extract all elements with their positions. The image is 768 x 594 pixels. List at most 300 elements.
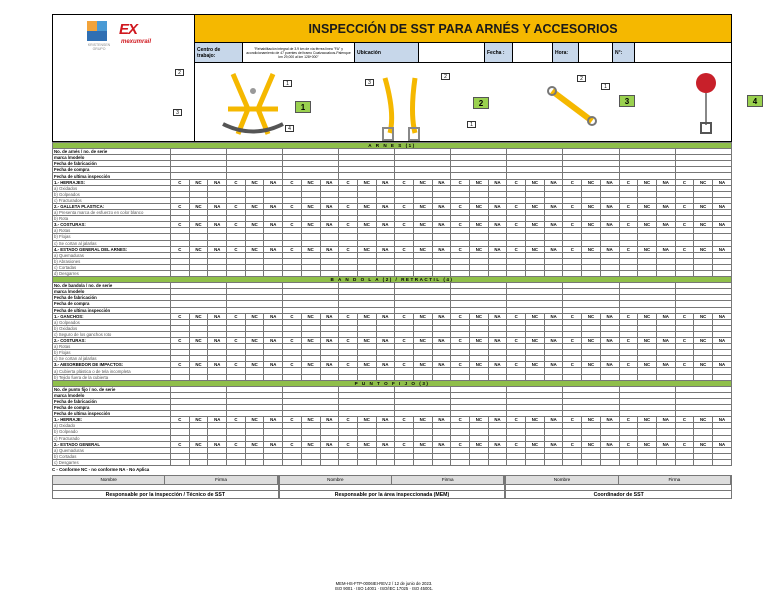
column-head: C [395,338,414,344]
check-item: b) Tejido fuera de la cubierta [53,374,171,380]
company-logo [87,21,107,41]
signature-role: Coordinador de SST [506,490,731,498]
check-item: d) Desgarres [53,270,171,276]
column-head: NC [526,441,545,447]
fecha-label: Fecha : [485,43,513,62]
column-head: NC [638,203,657,209]
column-head: NA [712,246,731,252]
check-cell[interactable] [507,459,526,465]
column-head: NC [245,313,264,319]
column-head: C [227,313,246,319]
column-head: NA [712,338,731,344]
check-item: b) Cortadas [53,453,171,459]
column-head: C [675,222,694,228]
column-head: C [227,362,246,368]
mexumrail-logo: EX [119,21,138,38]
column-head: NC [582,417,601,423]
check-item: b) Flojas [53,350,171,356]
column-head: NA [432,203,451,209]
column-head: NC [357,246,376,252]
column-head: NC [526,179,545,185]
column-head: NC [526,222,545,228]
column-head: NA [712,362,731,368]
column-head: C [171,441,190,447]
check-cell[interactable] [638,459,657,465]
column-head: NA [208,417,227,423]
column-head: NA [208,222,227,228]
check-cell[interactable] [357,459,376,465]
callout-tag: 4 [285,125,294,132]
column-head: NC [526,246,545,252]
column-head: NC [357,313,376,319]
column-head: C [339,246,358,252]
info-label: No. de arnés / no. de serie [53,149,171,155]
check-cell[interactable] [563,459,582,465]
column-head: NA [712,222,731,228]
column-head: C [563,441,582,447]
centro-label: Centro de trabajo: [195,43,243,62]
check-item: a) Rotas [53,228,171,234]
column-head: NC [638,246,657,252]
check-cell[interactable] [451,459,470,465]
column-head: C [283,362,302,368]
column-head: NA [712,179,731,185]
check-cell[interactable] [694,459,713,465]
column-head: NA [488,246,507,252]
column-head: NC [357,179,376,185]
meta-row [195,43,731,63]
check-cell[interactable] [189,459,208,465]
info-label: marca /modelo [53,289,171,295]
info-label: Fecha de ultima inspección [53,173,171,179]
group-title: 4.- ESTADO GENERAL DEL ARNES: [53,246,171,252]
group-title: 1.- HERRAJES: [53,179,171,185]
column-head: C [339,338,358,344]
no-field[interactable] [635,43,731,62]
column-head: C [171,179,190,185]
column-head: C [507,362,526,368]
column-head: NC [189,362,208,368]
column-head: NC [638,222,657,228]
equipment-number-4: 4 [747,95,763,107]
column-head: C [339,222,358,228]
column-head: NA [488,362,507,368]
column-head: C [339,313,358,319]
hora-label: Hora: [553,43,579,62]
column-head: NC [301,179,320,185]
check-cell[interactable] [600,459,619,465]
info-label: Fecha de compra [53,167,171,173]
column-head: C [619,417,638,423]
column-head: NA [320,313,339,319]
check-cell[interactable] [656,459,675,465]
column-head: NA [320,338,339,344]
column-head: NC [301,203,320,209]
column-head: NC [526,362,545,368]
column-head: NA [488,313,507,319]
column-head: C [227,338,246,344]
column-head: C [283,179,302,185]
callout-tag: 2 [441,73,450,80]
column-head: NA [264,179,283,185]
column-head: C [227,222,246,228]
column-head: NA [544,338,563,344]
column-head: C [395,441,414,447]
column-head: C [451,313,470,319]
column-head: NC [638,338,657,344]
check-item: c) Se cortan al jalarlas [53,356,171,362]
firma-label: Firma [619,476,731,484]
column-head: NC [526,338,545,344]
equipment-pictures [176,63,758,141]
check-cell[interactable] [320,459,339,465]
column-head: C [395,179,414,185]
column-head: NA [656,246,675,252]
check-item: b) Golpeado [53,429,171,435]
column-head: NC [470,313,489,319]
column-head: NC [582,313,601,319]
check-cell[interactable] [376,459,395,465]
check-cell[interactable] [432,459,451,465]
column-head: NC [470,441,489,447]
section-title: A R N E S (1) [53,143,732,149]
check-item: a) Presenta marca de esfuerzo en color blanco [53,210,171,216]
info-label: Fecha de compra [53,405,171,411]
check-cell[interactable] [208,459,227,465]
nombre-label: Nombre [53,476,165,484]
column-head: NC [413,338,432,344]
column-head: NC [245,417,264,423]
column-head: NA [544,362,563,368]
column-head: C [339,203,358,209]
column-head: C [675,313,694,319]
column-head: C [619,246,638,252]
column-head: NC [413,417,432,423]
firma-label: Firma [165,476,277,484]
column-head: C [395,362,414,368]
column-head: C [171,338,190,344]
column-head: NC [470,417,489,423]
column-head: NA [600,338,619,344]
ubicacion-label: Ubicación [355,43,419,62]
column-head: C [675,203,694,209]
check-item: a) Oxidado [53,423,171,429]
info-label: Fecha de fabricación [53,161,171,167]
info-label: marca /modelo [53,155,171,161]
column-head: NA [208,362,227,368]
check-cell[interactable] [712,459,731,465]
group-title: 3.- COSTURAS: [53,222,171,228]
header [52,14,758,142]
column-head: NC [357,338,376,344]
column-head: NC [582,362,601,368]
inspection-sheet [52,14,758,499]
column-head: NA [264,441,283,447]
column-head: NA [544,179,563,185]
check-item: a) Quemaduras [53,447,171,453]
check-item: c) Desgarres [53,459,171,465]
column-head: NC [245,203,264,209]
callout-tag: 3 [365,79,374,86]
check-item: b) Golpeados [53,191,171,197]
check-item: c) Fracturado [53,435,171,441]
check-cell[interactable] [619,459,638,465]
column-head: C [563,362,582,368]
column-head: NC [357,222,376,228]
column-head: NC [638,179,657,185]
column-head: C [339,179,358,185]
signature-column [279,475,506,499]
column-head: NC [189,179,208,185]
column-head: C [283,417,302,423]
column-head: NA [656,179,675,185]
column-head: NC [470,179,489,185]
column-head: C [619,338,638,344]
column-head: C [451,362,470,368]
column-head: C [171,417,190,423]
lanyard-illustration [375,73,435,143]
column-head: NC [694,203,713,209]
column-head: C [451,441,470,447]
column-head: C [451,417,470,423]
column-head: NA [376,203,395,209]
column-head: C [563,417,582,423]
column-head: C [283,441,302,447]
column-head: NA [656,222,675,228]
column-head: NC [413,441,432,447]
check-item: a) Cubierta plástica o de tela incompleta [53,368,171,374]
signature-role: Responsable por la área inspeccionada (MEM) [280,490,505,498]
column-head: NA [376,313,395,319]
logos [53,15,195,141]
check-cell[interactable] [582,459,601,465]
column-head: C [395,313,414,319]
check-cell[interactable] [675,459,694,465]
column-head: C [395,246,414,252]
column-head: C [563,179,582,185]
signature-column [505,475,732,499]
column-head: NA [208,338,227,344]
equipment-number-1: 1 [295,101,311,113]
column-head: NC [470,246,489,252]
column-head: NC [301,246,320,252]
column-head: C [507,417,526,423]
callout-tag: 1 [283,80,292,87]
column-head: NC [694,362,713,368]
column-head: C [339,417,358,423]
check-item: a) Golpeados [53,319,171,325]
signature-column [52,475,279,499]
group-title: 2.- GALLETA PLASTICA: [53,203,171,209]
check-cell[interactable] [227,459,246,465]
column-head: NA [656,417,675,423]
column-head: NA [656,203,675,209]
column-head: NC [694,441,713,447]
check-cell[interactable] [283,459,302,465]
column-head: C [563,203,582,209]
column-head: NC [413,203,432,209]
centro-value: "Rehabilitación integral de 3.9 km de vía férrea línea "FA" y acondicionamiento de 47 puentes del tramo Coatzacoalcos-Palenque km 29,000 al km 128+000" [243,43,355,62]
column-head: NC [582,338,601,344]
column-head: NA [432,313,451,319]
column-head: NC [189,338,208,344]
check-cell[interactable] [470,459,489,465]
column-head: NA [208,441,227,447]
info-label: Fecha de ultima inspección [53,307,171,313]
column-head: C [171,362,190,368]
column-head: NA [544,246,563,252]
column-head: NC [301,313,320,319]
column-head: C [619,313,638,319]
column-head: NC [189,246,208,252]
column-head: C [507,222,526,228]
column-head: NC [694,417,713,423]
column-head: NC [189,313,208,319]
column-head: NC [526,203,545,209]
column-head: C [619,203,638,209]
column-head: C [507,441,526,447]
column-head: C [283,222,302,228]
anchor-strap-illustration [547,81,597,131]
check-cell[interactable] [488,459,507,465]
column-head: NA [208,313,227,319]
company-logo-text: KRISTENSEN GRUPO [87,43,111,51]
column-head: NA [432,441,451,447]
column-head: C [283,313,302,319]
column-head: NC [638,417,657,423]
column-head: NA [432,338,451,344]
check-cell[interactable] [395,459,414,465]
check-cell[interactable] [526,459,545,465]
column-head: NC [357,417,376,423]
column-head: C [227,417,246,423]
section-title: P U N T O F I J O (3) [53,380,732,386]
check-cell[interactable] [171,459,190,465]
column-head: C [675,338,694,344]
check-item: b) Abrasiones [53,258,171,264]
column-head: C [227,246,246,252]
column-head: NA [208,246,227,252]
column-head: C [675,362,694,368]
column-head: NA [656,362,675,368]
column-head: C [563,246,582,252]
no-label: N°: [613,43,635,62]
column-head: NA [376,417,395,423]
page-title: INSPECCIÓN DE SST PARA ARNÉS Y ACCESORIOS [195,15,731,43]
check-item: a) Rotas [53,344,171,350]
column-head: NA [600,441,619,447]
fecha-field[interactable] [513,43,553,62]
column-head: NC [245,179,264,185]
column-head: NC [245,222,264,228]
column-head: NA [264,313,283,319]
check-cell[interactable] [245,459,264,465]
column-head: C [563,313,582,319]
column-head: NA [488,417,507,423]
column-head: NC [470,222,489,228]
column-head: NA [320,362,339,368]
column-head: NC [694,246,713,252]
check-item: a) Oxidados [53,185,171,191]
column-head: C [675,417,694,423]
check-cell[interactable] [301,459,320,465]
column-head: NC [694,338,713,344]
column-head: NC [301,222,320,228]
column-head: C [507,313,526,319]
hora-field[interactable] [579,43,613,62]
column-head: NA [320,222,339,228]
column-head: NA [264,246,283,252]
column-head: C [563,222,582,228]
check-cell[interactable] [544,459,563,465]
info-label: Fecha de ultima inspección [53,411,171,417]
column-head: NA [208,179,227,185]
info-label: Fecha de fabricación [53,398,171,404]
column-head: NC [526,417,545,423]
column-head: NA [600,222,619,228]
column-head: NC [413,179,432,185]
column-head: C [451,246,470,252]
column-head: NA [208,203,227,209]
legend: C - Conforme NC - no conforme NA - No Aplica [52,466,150,472]
column-head: NC [301,338,320,344]
firma-label: Firma [392,476,504,484]
check-cell[interactable] [413,459,432,465]
column-head: NC [582,441,601,447]
column-head: C [619,179,638,185]
column-head: NC [189,417,208,423]
column-head: NC [638,441,657,447]
column-head: NA [600,417,619,423]
ubicacion-field[interactable] [419,43,485,62]
column-head: C [171,313,190,319]
column-head: NA [432,179,451,185]
column-head: C [171,203,190,209]
column-head: NC [245,246,264,252]
document-code: MEM-HS-FTP-0006IEI-REV.2 / 12 de junio de 2023. ISO 9001 · ISO 14001 · ISO/IEC 17025 · ISO 45001. [334,581,434,591]
column-head: NA [320,246,339,252]
column-head: NC [413,222,432,228]
column-head: NA [320,203,339,209]
callout-tag: 2 [577,75,586,82]
column-head: NA [320,441,339,447]
check-cell[interactable] [264,459,283,465]
column-head: NA [432,246,451,252]
column-head: NC [413,246,432,252]
callout-tag: 3 [173,109,182,116]
column-head: NA [600,179,619,185]
callout-tag: 1 [601,83,610,90]
column-head: NC [357,362,376,368]
column-head: C [227,179,246,185]
nombre-label: Nombre [506,476,618,484]
info-label: Fecha de fabricación [53,295,171,301]
column-head: NC [694,179,713,185]
retractable-illustration [691,69,721,135]
column-head: C [451,222,470,228]
column-head: NC [189,203,208,209]
column-head: NC [582,179,601,185]
column-head: NA [376,362,395,368]
check-item: c) Cortadas [53,264,171,270]
column-head: C [171,222,190,228]
column-head: NC [301,441,320,447]
column-head: NC [582,203,601,209]
column-head: NC [638,313,657,319]
column-head: C [563,338,582,344]
check-cell[interactable] [339,459,358,465]
nombre-label: Nombre [280,476,392,484]
